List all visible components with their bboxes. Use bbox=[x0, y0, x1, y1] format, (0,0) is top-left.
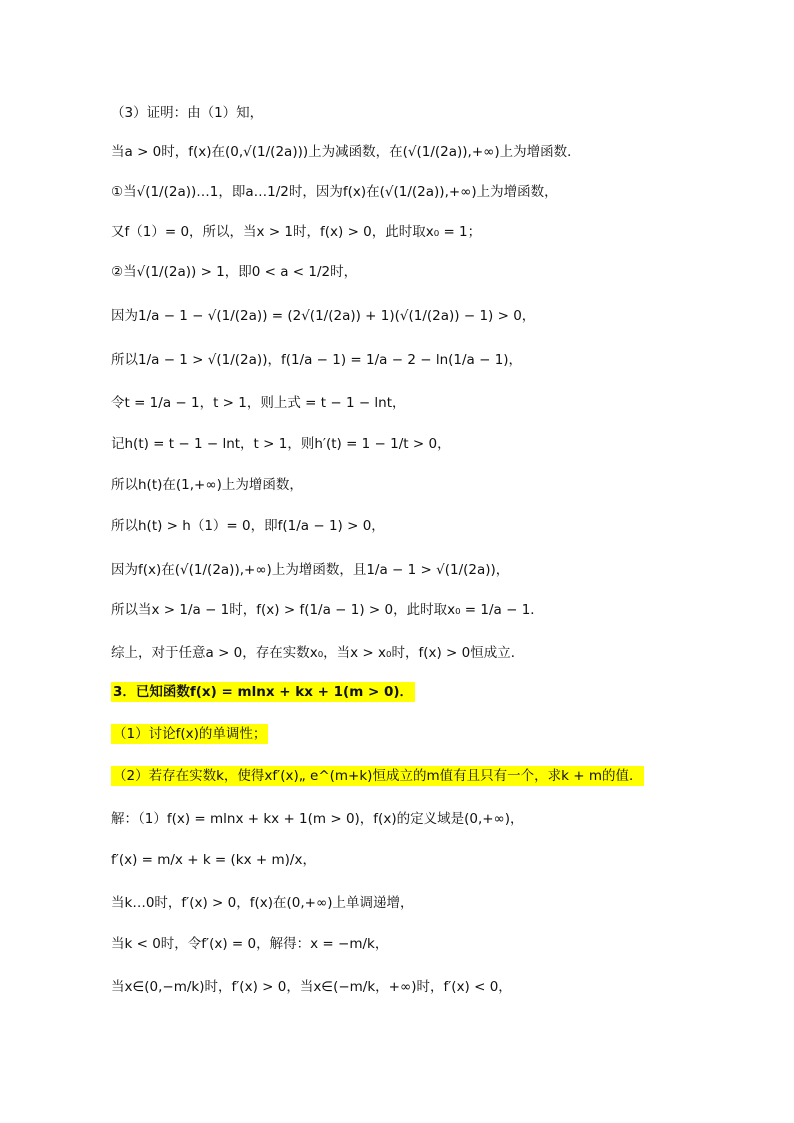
proof-line-3: ①当√(1/(2a))…1，即a…1/2时，因为f(x)在(√(1/(2a)),+∞)上为增函数， bbox=[111, 184, 558, 200]
proof-line-8: 令t = 1/a − 1，t > 1，则上式 = t − 1 − lnt， bbox=[111, 395, 406, 411]
proof-line-1: （3）证明：由（1）知， bbox=[111, 105, 264, 121]
solution-line-1: 解：（1）f(x) = mlnx + kx + 1(m > 0)，f(x)的定义域是(0,+∞)， bbox=[111, 811, 524, 827]
proof-line-13: 所以当x > 1/a − 1时，f(x) > f(1/a − 1) > 0，此时取x₀ = 1/a − 1． bbox=[111, 602, 544, 618]
solution-line-2: f′(x) = m/x + k = (kx + m)/x， bbox=[111, 852, 316, 868]
problem-question-1 bbox=[111, 724, 268, 744]
question-1-highlight: （1）讨论f(x)的单调性； bbox=[113, 726, 267, 742]
proof-conclusion: 综上，对于任意a > 0，存在实数x₀，当x > x₀时，f(x) > 0恒成立． bbox=[111, 645, 525, 661]
solution-line-3: 当k…0时，f′(x) > 0，f(x)在(0,+∞)上单调递增， bbox=[111, 895, 414, 911]
proof-line-5: ②当√(1/(2a)) > 1，即0 < a < 1/2时， bbox=[111, 264, 358, 280]
proof-line-4: 又f（1）= 0，所以，当x > 1时，f(x) > 0，此时取x₀ = 1； bbox=[111, 224, 482, 240]
solution-line-5: 当x∈(0,−m/k)时，f′(x) > 0，当x∈(−m/k，+∞)时，f′(x) < 0， bbox=[111, 979, 512, 995]
problem-title-highlight: 3．已知函数f(x) = mlnx + kx + 1(m > 0)． bbox=[113, 684, 414, 700]
proof-line-2: 当a > 0时，f(x)在(0,√(1/(2a)))上为减函数，在(√(1/(2a)),+∞)上为增函数． bbox=[111, 144, 581, 160]
problem-question-2 bbox=[111, 766, 644, 786]
proof-line-11: 所以h(t) > h（1）= 0，即f(1/a − 1) > 0， bbox=[111, 518, 385, 534]
solution-line-4: 当k < 0时，令f′(x) = 0，解得：x = −m/k， bbox=[111, 936, 389, 952]
question-2-highlight: （2）若存在实数k，使得xf′(x)„ e^(m+k)恒成立的m值有且只有一个，求k + m的值． bbox=[113, 768, 643, 784]
proof-line-7: 所以1/a − 1 > √(1/(2a))，f(1/a − 1) = 1/a − 2 − ln(1/a − 1)， bbox=[111, 352, 523, 368]
proof-line-10: 所以h(t)在(1,+∞)上为增函数， bbox=[111, 477, 303, 493]
proof-line-6: 因为1/a − 1 − √(1/(2a)) = (2√(1/(2a)) + 1)(√(1/(2a)) − 1) > 0， bbox=[111, 308, 536, 324]
proof-line-9: 记h(t) = t − 1 − lnt，t > 1，则h′(t) = 1 − 1/t > 0， bbox=[111, 436, 451, 452]
problem-title bbox=[111, 682, 415, 702]
proof-line-12: 因为f(x)在(√(1/(2a)),+∞)上为增函数，且1/a − 1 > √(1/(2a))， bbox=[111, 562, 510, 578]
